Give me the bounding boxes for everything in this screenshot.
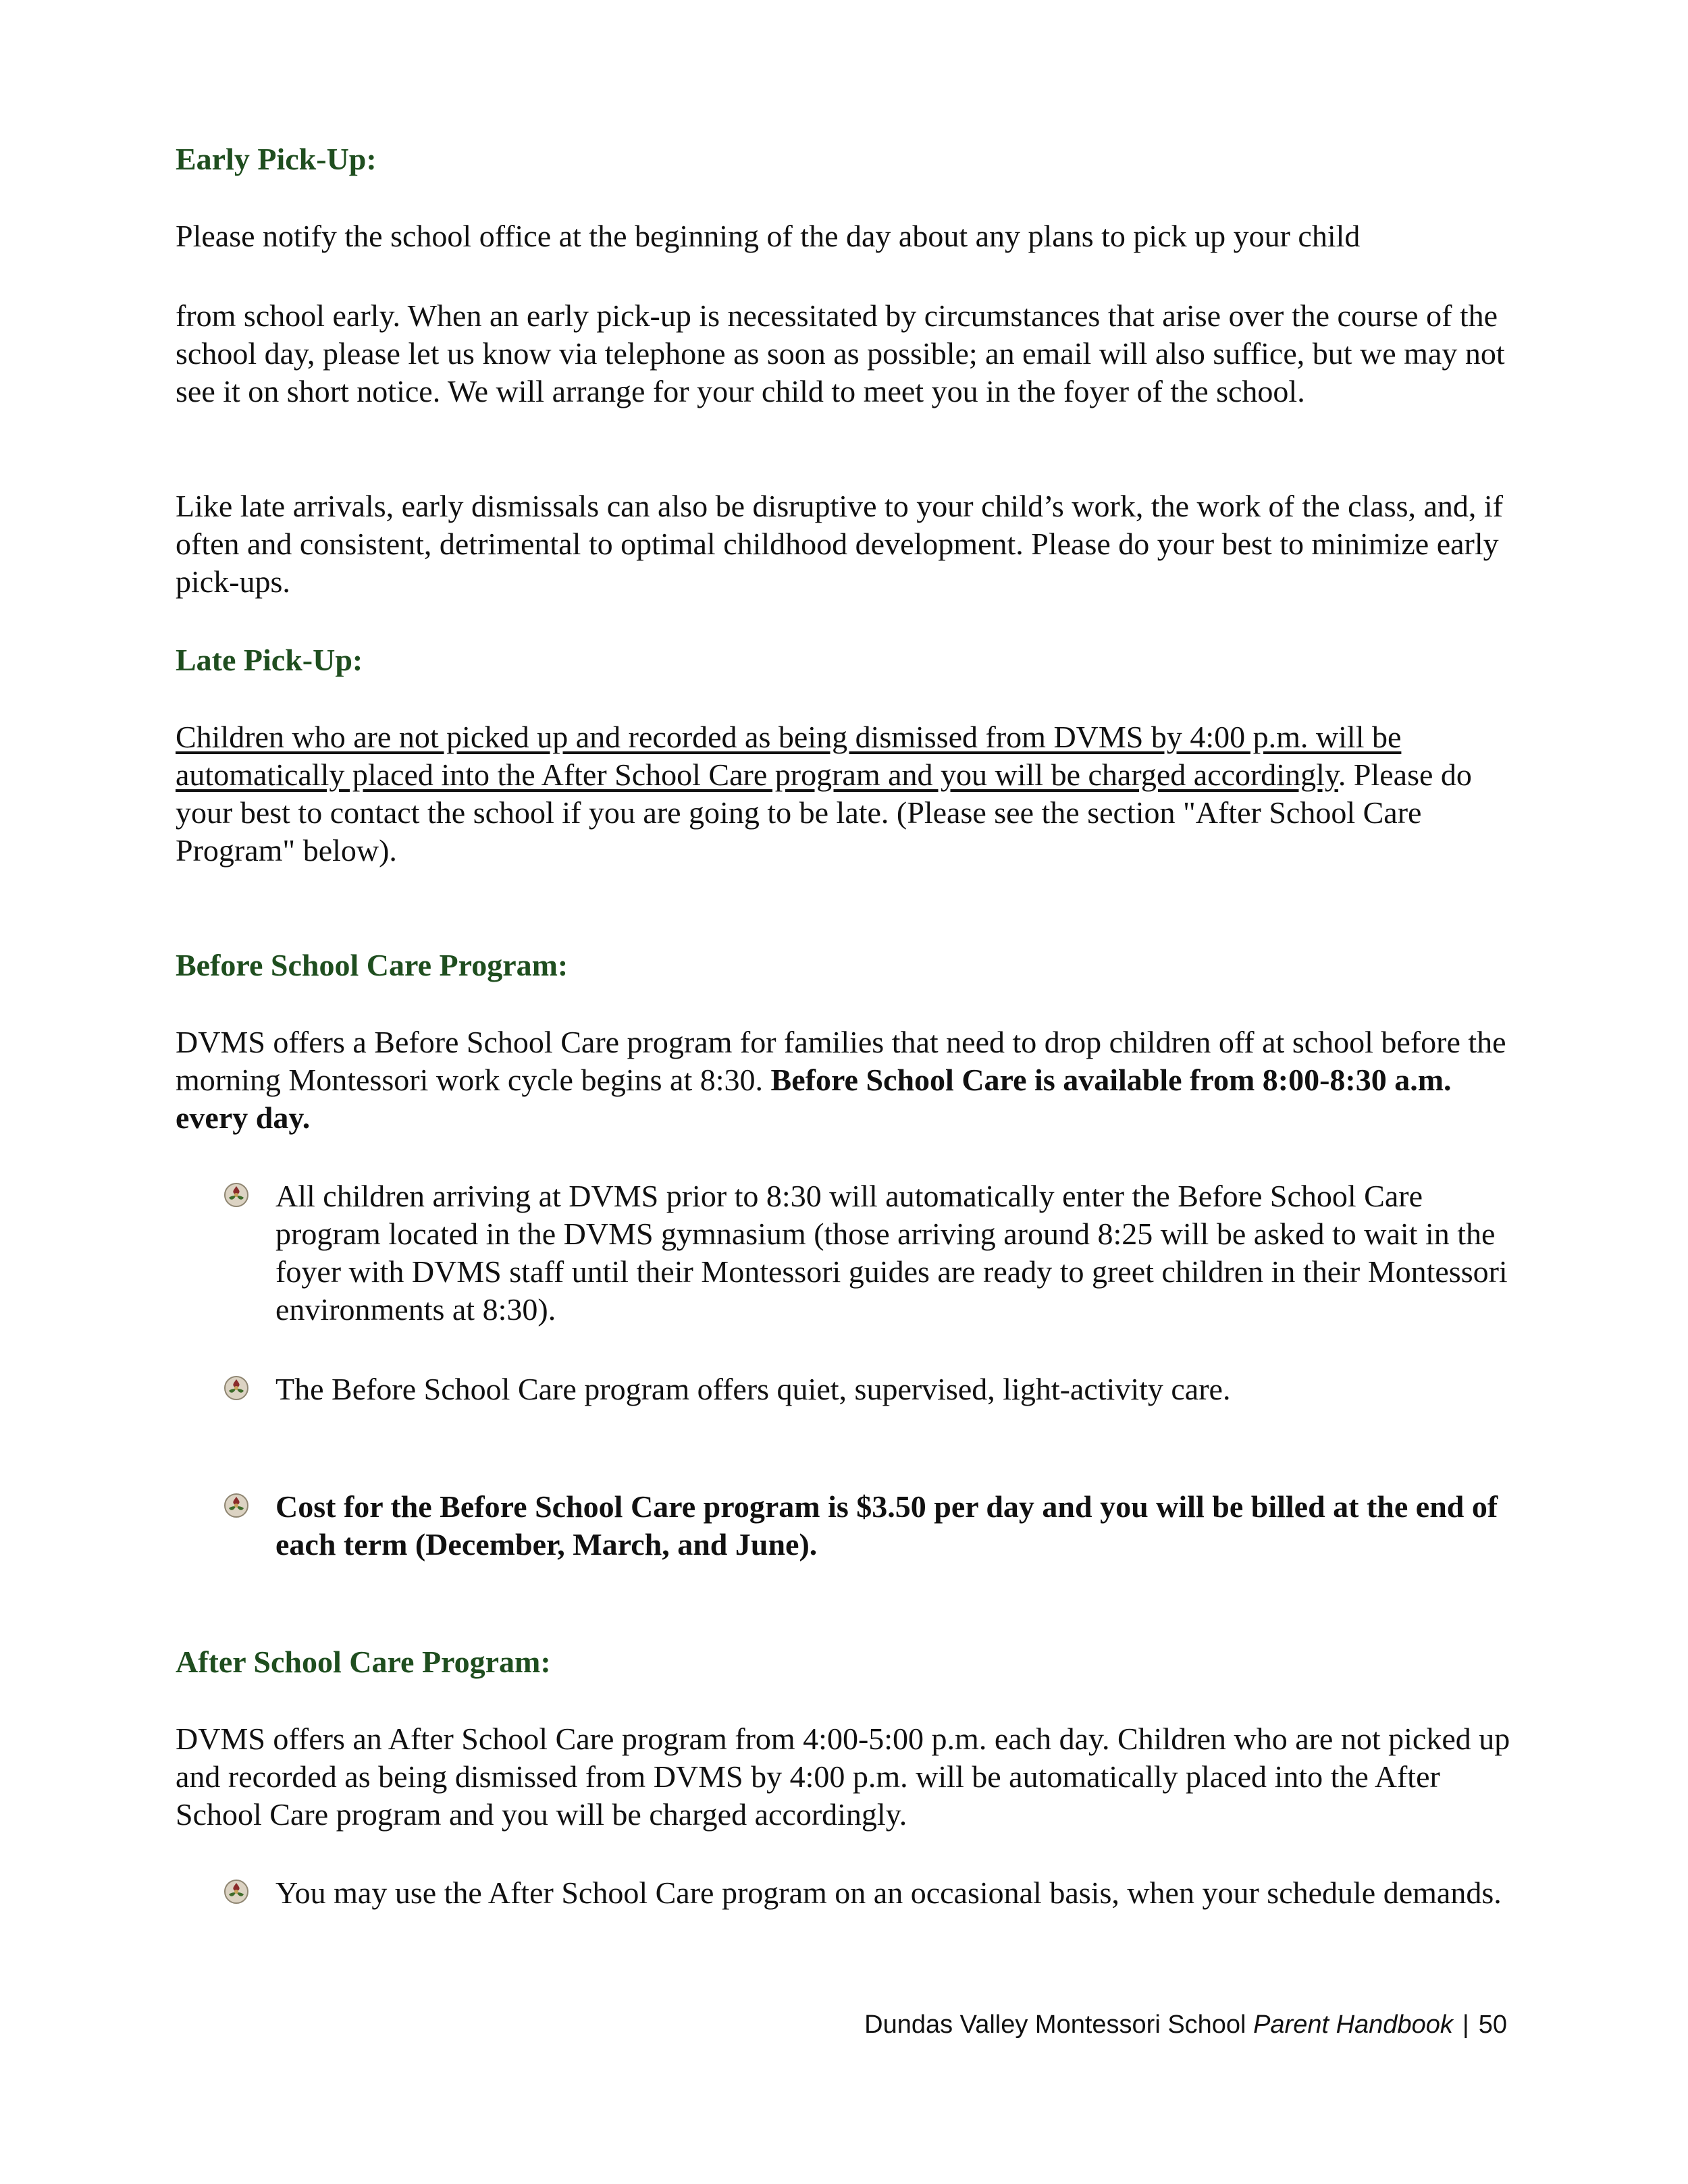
page-footer xyxy=(864,2008,1507,2041)
after-school-bullet-1-text: You may use the After School Care program on an occasional basis, when your schedule demands. xyxy=(275,1875,1502,1910)
before-school-bullet-3-text: Cost for the Before School Care program is $3.50 per day and you will be billed at the end of each term (December, March, and June). xyxy=(275,1489,1498,1562)
late-pickup-heading: Late Pick-Up: xyxy=(176,643,363,677)
rose-bullet-icon xyxy=(223,1181,250,1208)
footer-handbook-title: Parent Handbook xyxy=(1253,2010,1453,2039)
early-pickup-para2: Like late arrivals, early dismissals can also be disruptive to your child’s work, the work of the class, and, if often and consistent, detrimental to optimal childhood development. Please do your best to minimize early pick-ups. xyxy=(176,489,1504,599)
early-pickup-para1: from school early. When an early pick-up is necessitated by circumstances that arise over the course of the school day, please let us know via telephone as soon as possible; an email will also suffice, but we may not see it on short notice. We will arrange for your child to meet you in the foyer of the school. xyxy=(176,298,1505,408)
before-school-intro xyxy=(176,1023,1512,1137)
late-pickup-underlined: Children who are not picked up and recorded as being dismissed from DVMS by 4:00 p.m. will be automatically placed into the After School Care program and you will be charged accordingly xyxy=(176,720,1402,792)
before-school-intro-text: DVMS offers a Before School Care program for families that need to drop children off at school before the morning Montessori work cycle begins at 8:30. xyxy=(176,1025,1506,1097)
rose-bullet-icon xyxy=(223,1492,250,1519)
footer-page-number: 50 xyxy=(1478,2010,1507,2039)
before-school-heading: Before School Care Program: xyxy=(176,948,569,982)
early-pickup-heading: Early Pick-Up: xyxy=(176,142,377,176)
before-school-bullet-2-text: The Before School Care program offers quiet, supervised, light-activity care. xyxy=(275,1372,1231,1406)
before-school-intro-bold: Before School Care is available from 8:00-8:30 a.m. every day. xyxy=(176,1063,1452,1135)
footer-separator: | xyxy=(1462,2010,1469,2039)
footer-school-name: Dundas Valley Montessori School xyxy=(864,2010,1246,2039)
rose-bullet-icon xyxy=(223,1375,250,1402)
before-school-bullet-1-text: All children arriving at DVMS prior to 8:30 will automatically enter the Before School Care program located in the DVMS gymnasium (those arriving around 8:25 will be asked to wait in the foyer with DVMS staff until their Montessori guides are ready to greet children in their Montessori environments at 8:30). xyxy=(275,1179,1508,1327)
late-pickup-rest: . Please do your best to contact the school if you are going to be late. (Please see the section "After School Care Program" below). xyxy=(176,757,1472,868)
after-school-intro: DVMS offers an After School Care program from 4:00-5:00 p.m. each day. Children who are not picked up and recorded as being dismissed from DVMS by 4:00 p.m. will be automatically placed into the After School Care program and you will be charged accordingly. xyxy=(176,1722,1510,1832)
after-school-heading: After School Care Program: xyxy=(176,1645,551,1679)
late-pickup-paragraph xyxy=(176,718,1512,870)
early-pickup-line1: Please notify the school office at the beginning of the day about any plans to pick up your child xyxy=(176,219,1361,253)
rose-bullet-icon xyxy=(223,1878,250,1905)
